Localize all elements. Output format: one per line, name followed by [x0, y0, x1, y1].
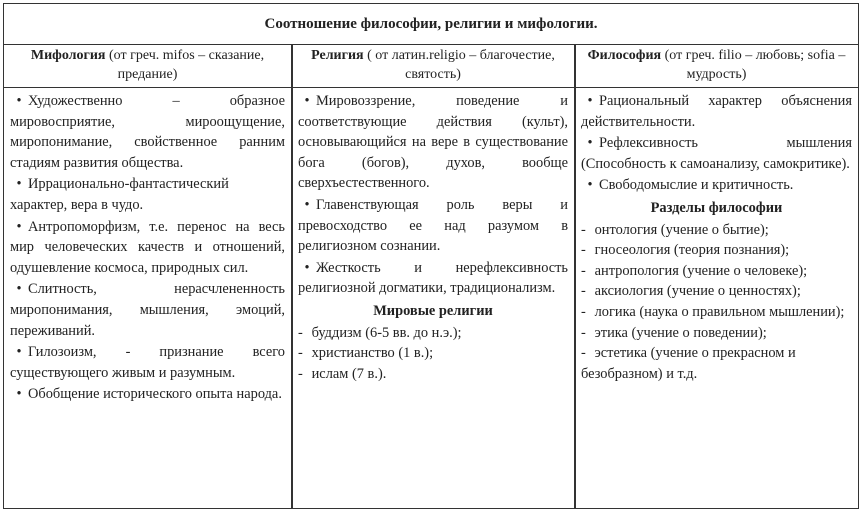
item-text: гносеология (теория познания);: [594, 242, 790, 259]
item-text: Гилозоизм, - признание всего существующего живым и разумным.: [10, 344, 285, 381]
header-mythology: [4, 44, 291, 88]
item-text: Обобщение исторического опыта народа.: [28, 386, 282, 403]
list-item: [581, 133, 852, 174]
bullet-icon: •: [587, 93, 593, 109]
item-text: буддизм (6-5 вв. до н.э.);: [311, 324, 462, 341]
bullet-icon: •: [587, 177, 593, 194]
item-text: Иррационально-фантастический характер, вера в чудо.: [10, 176, 229, 213]
item-text: этика (учение о поведении);: [594, 324, 767, 341]
bullet-icon: •: [16, 176, 22, 193]
list-item: [298, 91, 568, 194]
item-text: ислам (7 в.).: [311, 365, 387, 382]
item-text: Слитность, нерасчлененность миропонимания, мышления, эмоций, переживаний.: [10, 281, 285, 339]
bullet-icon: •: [16, 386, 22, 403]
item-text: Свободомыслие и критичность.: [599, 177, 794, 194]
item-text: аксиология (учение о ценностях);: [594, 283, 801, 300]
list-item: - эстетика (учение о прекрасном и безобразном) и т.д.: [581, 345, 796, 382]
list-item: - этика (учение о поведении);: [581, 324, 767, 341]
list-item: [581, 91, 852, 132]
item-text: эстетика (учение о прекрасном и безобразном) и т.д.: [581, 345, 796, 382]
bullet-icon: •: [304, 93, 310, 109]
item-text: Рациональный характер объяснения действительности.: [581, 93, 852, 130]
bullet-icon: •: [16, 281, 22, 298]
list-item: [10, 384, 285, 405]
bullet-icon: •: [16, 218, 22, 235]
list-item: [10, 217, 285, 279]
list-item: - логика (наука о правильном мышлении);: [581, 303, 845, 320]
bullet-icon: •: [304, 196, 310, 213]
list-item: - онтология (учение о бытие);: [581, 221, 769, 238]
world-religions-heading: Мировые религии: [373, 302, 493, 319]
list-item: - гносеология (теория познания);: [581, 242, 790, 259]
religion-column: [292, 88, 574, 508]
list-item: [10, 279, 285, 341]
header-religion: [292, 44, 574, 88]
header-mythology-etymology: (от греч. mifos – сказание, предание): [105, 48, 265, 82]
item-text: Рефлексивность мышления (Способность к самоанализу, самокритике).: [581, 135, 852, 172]
bullet-icon: •: [587, 135, 593, 152]
list-item: [10, 342, 285, 383]
header-philosophy: [575, 44, 858, 88]
philosophy-sections-heading: Разделы философии: [650, 199, 783, 216]
list-item: [10, 174, 285, 215]
bullet-icon: •: [16, 93, 22, 109]
item-text: Главенствующая роль веры и превосходство ее над разумом в религиозном сознании.: [298, 196, 568, 255]
mythology-column: [4, 88, 291, 508]
list-item: - аксиология (учение о ценностях);: [581, 283, 801, 300]
header-mythology-term: Мифология: [30, 48, 106, 63]
table-title: Соотношение философии, религии и мифологии.: [4, 4, 858, 45]
item-text: онтология (учение о бытие);: [594, 221, 769, 238]
header-religion-term: Религия: [311, 48, 364, 63]
bullet-icon: •: [16, 344, 22, 361]
header-religion-etymology: ( от латин.religio – благочестие, святость): [363, 48, 555, 82]
item-text: Художественно – образное мировосприятие, мироощущение, миропонимание, свойственное ранним стадиям развития общества.: [10, 93, 285, 171]
header-philosophy-etymology: (от греч. filio – любовь; sofia – мудрость): [661, 48, 846, 82]
list-item: - антропология (учение о человеке);: [581, 262, 808, 279]
list-item: [581, 175, 852, 196]
item-text: Жесткость и нерефлексивность религиозной догматики, традиционализм.: [298, 259, 568, 297]
list-item: [298, 195, 568, 257]
item-text: логика (наука о правильном мышлении);: [594, 303, 845, 320]
list-item: [10, 91, 285, 173]
bullet-icon: •: [304, 259, 310, 276]
item-text: Антропоморфизм, т.е. перенос на весь мир человеческих качеств и отношений, одушевление космоса, природных сил.: [10, 218, 285, 276]
item-text: Мировоззрение, поведение и соответствующие действия (культ), основывающийся на вере в существование бога (богов), духов, вообще сверхъестественного.: [298, 93, 568, 192]
header-philosophy-term: Философия: [587, 48, 662, 63]
comparison-table: [3, 3, 859, 509]
philosophy-column: [575, 88, 858, 508]
list-item: - ислам (7 в.).: [298, 365, 387, 382]
item-text: христианство (1 в.);: [311, 345, 434, 362]
list-item: - буддизм (6-5 вв. до н.э.);: [298, 324, 462, 341]
list-item: - христианство (1 в.);: [298, 345, 434, 362]
item-text: антропология (учение о человеке);: [594, 262, 808, 279]
list-item: [298, 258, 568, 299]
